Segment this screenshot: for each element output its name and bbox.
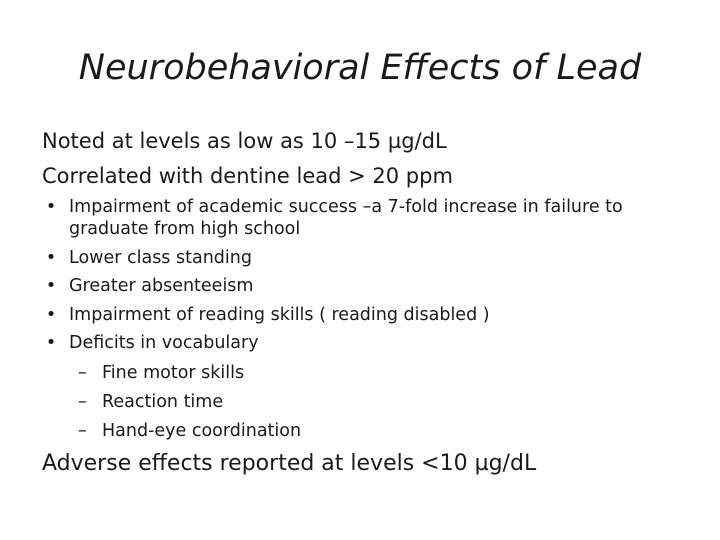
bullet-dot-icon: •: [45, 247, 57, 268]
bullet-text: Deficits in vocabulary: [69, 333, 259, 354]
sub-bullet-text: Fine motor skills: [102, 363, 245, 383]
bullet-dot-icon: •: [45, 304, 57, 325]
bullet-text: Impairment of academic success –a 7-fold increase in failure to graduate from high school: [69, 197, 623, 239]
bullet-text: Impairment of reading skills ( reading disabled ): [69, 304, 490, 325]
dash-icon: –: [78, 363, 87, 383]
sub-bullet-text: Hand-eye coordination: [102, 421, 302, 441]
slide-title: Neurobehavioral Effects of Lead: [78, 48, 642, 88]
bullet-item: [44, 332, 694, 354]
bullet-item: [44, 247, 694, 269]
sub-bullet-text: Reaction time: [102, 392, 224, 412]
bullet-text: Lower class standing: [69, 247, 252, 268]
sub-bullet-item: [78, 391, 223, 413]
bullet-dot-icon: •: [45, 197, 57, 217]
dash-icon: –: [78, 421, 87, 441]
bullet-dot-icon: •: [45, 333, 57, 354]
bullet-list: [44, 196, 694, 361]
intro-line-2: Correlated with dentine lead > 20 ppm: [42, 164, 453, 188]
bullet-dot-icon: •: [45, 276, 57, 297]
bullet-text: Greater absenteeism: [69, 276, 254, 297]
bullet-item: [44, 275, 694, 297]
dash-icon: –: [78, 392, 87, 412]
bullet-item: [44, 304, 694, 326]
intro-line-1: Noted at levels as low as 10 –15 µg/dL: [42, 129, 447, 153]
closing-line: Adverse effects reported at levels <10 µg/dL: [42, 451, 537, 476]
sub-bullet-item: [78, 420, 301, 442]
bullet-item: [44, 196, 694, 240]
sub-bullet-item: [78, 362, 244, 384]
